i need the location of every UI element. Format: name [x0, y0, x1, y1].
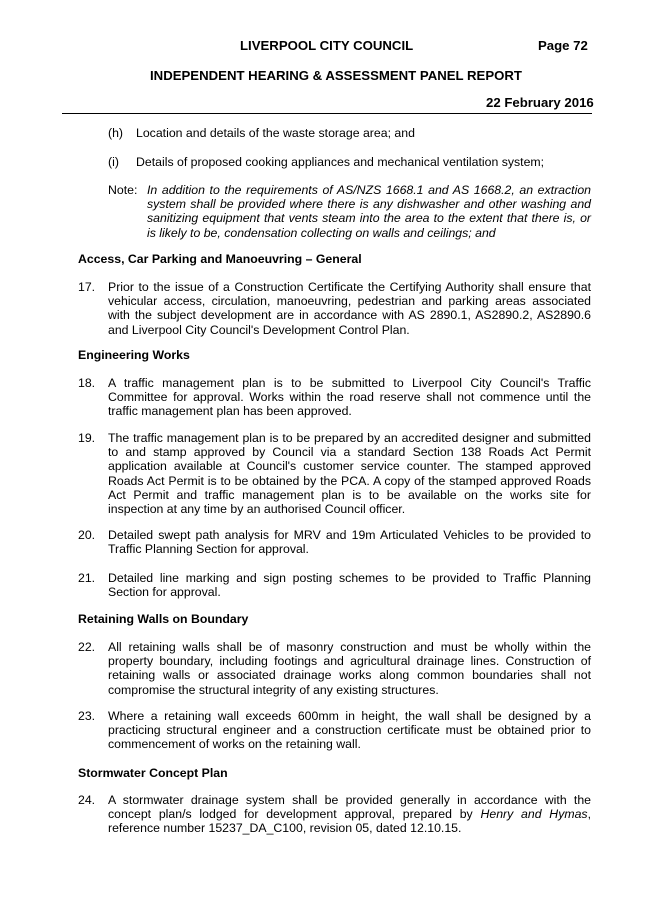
item-i-text: Details of proposed cooking appliances and mechanical ventilation system; [136, 155, 545, 169]
condition-20-number: 20. [78, 528, 96, 542]
condition-20-text: Detailed swept path analysis for MRV and 19m Articulated Vehicles to be provided to Traffic Planning Section for approval. [108, 528, 591, 557]
note-text: In addition to the requirements of AS/NZS 1668.1 and AS 1668.2, an extraction system shall be provided where there is any dishwasher and other washing and sanitizing equipment that vents steam into the area to the extent that there is, or is likely to be, condensation collecting on walls and ceilings; and [147, 183, 591, 240]
condition-24-text-a: A stormwater drainage system shall be provided generally in accordance with the concept plan/s lodged for development approval, prepared by [108, 793, 591, 822]
condition-19-text: The traffic management plan is to be prepared by an accredited designer and submitted to and stamp approved by Council via a standard Section 138 Roads Act Permit application available at Council's customer service counter. The stamped approved Roads Act Permit is to be obtained by the PCA. A copy of the stamped approved Roads Act Permit and traffic management plan is to be available on the works site for inspection at any time by an authorised Council officer. [108, 431, 591, 517]
condition-23-number: 23. [78, 709, 96, 723]
report-title: INDEPENDENT HEARING & ASSESSMENT PANEL REPORT [150, 68, 522, 83]
page-number: Page 72 [538, 38, 588, 53]
condition-17-number: 17. [78, 280, 96, 294]
item-h-text: Location and details of the waste storage area; and [136, 126, 415, 140]
condition-24-number: 24. [78, 793, 96, 807]
condition-21-text: Detailed line marking and sign posting schemes to be provided to Traffic Planning Section for approval. [108, 571, 591, 600]
header-divider [62, 113, 592, 114]
section-stormwater-heading: Stormwater Concept Plan [78, 766, 228, 780]
condition-22-text: All retaining walls shall be of masonry construction and must be wholly within the property boundary, including footings and agricultural drainage lines. Construction of retaining walls or associated drainage works along common boundaries shall not compromise the structural integrity of any existing structures. [108, 640, 591, 697]
section-engineering-heading: Engineering Works [78, 348, 190, 362]
condition-17-text: Prior to the issue of a Construction Certificate the Certifying Authority shall ensure that vehicular access, circulation, manoeuvring, pedestrian and parking areas associated with the subject development are in accordance with AS 2890.1, AS2890.2, AS2890.6 and Liverpool City Council's Development Control Plan. [108, 280, 591, 337]
note-label: Note: [108, 183, 138, 197]
condition-24-text [108, 793, 591, 836]
condition-18-text: A traffic management plan is to be submitted to Liverpool City Council's Traffic Committee for approval. Works within the road reserve shall not commence until the traffic management plan has been approved. [108, 376, 591, 419]
condition-22-number: 22. [78, 640, 96, 654]
item-i-label: (i) [108, 155, 119, 169]
item-h-label: (h) [108, 126, 124, 140]
council-name: LIVERPOOL CITY COUNCIL [240, 38, 414, 53]
section-access-heading: Access, Car Parking and Manoeuvring – General [78, 252, 362, 266]
condition-24-text-c: , reference number 15237_DA_C100, revision 05, dated 12.10.15. [108, 807, 591, 836]
condition-24-consultant-name: Henry and Hymas [480, 807, 588, 822]
section-retaining-heading: Retaining Walls on Boundary [78, 612, 249, 626]
report-date: 22 February 2016 [486, 95, 594, 110]
condition-19-number: 19. [78, 431, 96, 445]
condition-18-number: 18. [78, 376, 96, 390]
condition-21-number: 21. [78, 571, 96, 585]
condition-23-text: Where a retaining wall exceeds 600mm in height, the wall shall be designed by a practicing structural engineer and a construction certificate must be obtained prior to commencement of works on the retaining wall. [108, 709, 591, 752]
